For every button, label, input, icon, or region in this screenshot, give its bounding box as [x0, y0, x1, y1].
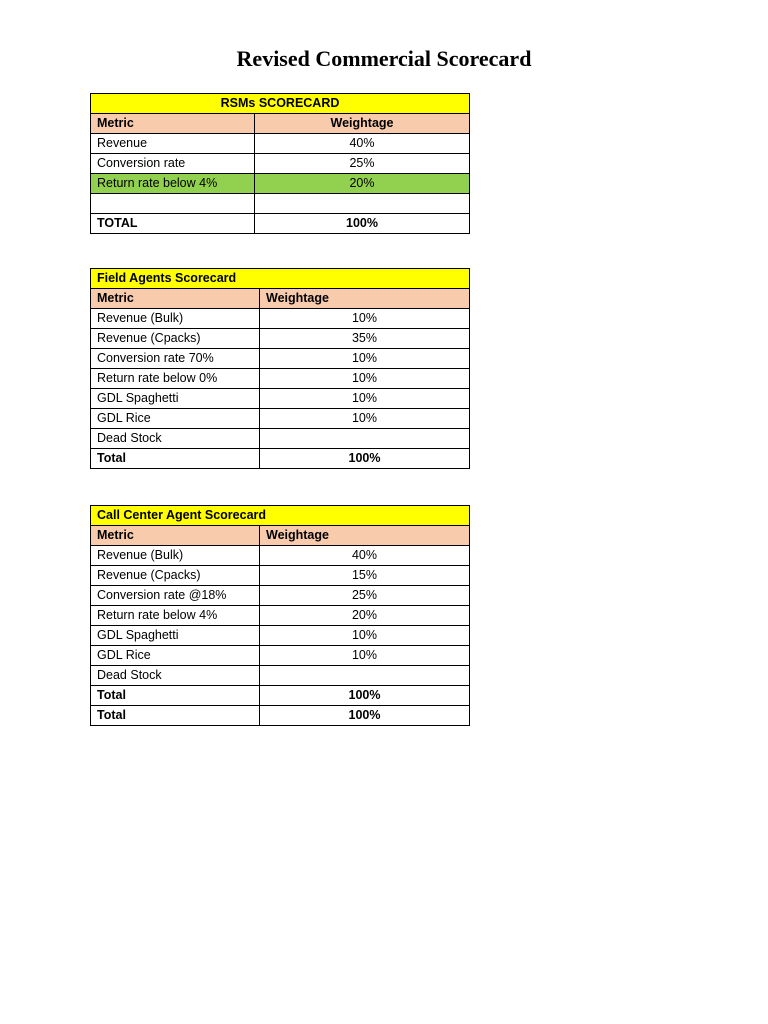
metric-cell: GDL Rice [91, 409, 260, 429]
column-header-weightage: Weightage [260, 526, 470, 546]
metric-cell: GDL Rice [91, 646, 260, 666]
table-row-empty [91, 194, 470, 214]
metric-cell: Conversion rate @18% [91, 586, 260, 606]
table-row [91, 566, 470, 586]
column-header-metric: Metric [91, 526, 260, 546]
weightage-cell: 40% [260, 546, 470, 566]
metric-cell [91, 194, 255, 214]
metric-cell: Conversion rate [91, 154, 255, 174]
column-header-metric: Metric [91, 289, 260, 309]
weightage-cell: 35% [260, 329, 470, 349]
weightage-cell: 100% [260, 449, 470, 469]
total-row [91, 686, 470, 706]
table-row [91, 389, 470, 409]
page-title: Revised Commercial Scorecard [236, 46, 532, 71]
metric-cell: Revenue [91, 134, 255, 154]
field-agents-scorecard-table [90, 268, 470, 469]
metric-cell: Return rate below 0% [91, 369, 260, 389]
metric-cell: Revenue (Cpacks) [91, 329, 260, 349]
metric-cell: Dead Stock [91, 666, 260, 686]
metric-cell: Conversion rate 70% [91, 349, 260, 369]
weightage-cell [255, 194, 470, 214]
table-row [91, 626, 470, 646]
metric-cell: Dead Stock [91, 429, 260, 449]
call-center-agent-scorecard-table [90, 505, 470, 726]
weightage-cell: 10% [260, 646, 470, 666]
table-row [91, 586, 470, 606]
metric-cell: Total [91, 449, 260, 469]
weightage-cell: 20% [255, 174, 470, 194]
table-row [91, 666, 470, 686]
table-row [91, 154, 470, 174]
column-header-metric: Metric [91, 114, 255, 134]
weightage-cell: 100% [260, 686, 470, 706]
rsms-scorecard-table [90, 93, 470, 234]
weightage-cell [260, 429, 470, 449]
table-title: Call Center Agent Scorecard [91, 506, 470, 526]
weightage-cell: 100% [260, 706, 470, 726]
weightage-cell: 20% [260, 606, 470, 626]
weightage-cell: 10% [260, 626, 470, 646]
weightage-cell: 40% [255, 134, 470, 154]
table-row [91, 134, 470, 154]
weightage-cell [260, 666, 470, 686]
table-row [91, 606, 470, 626]
table-row [91, 429, 470, 449]
table-row [91, 349, 470, 369]
metric-cell: Return rate below 4% [91, 174, 255, 194]
column-header-weightage: Weightage [255, 114, 470, 134]
metric-cell: Total [91, 686, 260, 706]
table-title: RSMs SCORECARD [91, 94, 470, 114]
table-row [91, 646, 470, 666]
metric-cell: TOTAL [91, 214, 255, 234]
table-row [91, 329, 470, 349]
table-row-highlighted [91, 174, 470, 194]
weightage-cell: 10% [260, 349, 470, 369]
metric-cell: Return rate below 4% [91, 606, 260, 626]
metric-cell: Revenue (Cpacks) [91, 566, 260, 586]
total-row [91, 214, 470, 234]
weightage-cell: 10% [260, 369, 470, 389]
total-row [91, 706, 470, 726]
metric-cell: GDL Spaghetti [91, 389, 260, 409]
weightage-cell: 25% [260, 586, 470, 606]
table-title: Field Agents Scorecard [91, 269, 470, 289]
weightage-cell: 25% [255, 154, 470, 174]
metric-cell: Total [91, 706, 260, 726]
metric-cell: GDL Spaghetti [91, 626, 260, 646]
weightage-cell: 10% [260, 409, 470, 429]
table-row [91, 369, 470, 389]
total-row [91, 449, 470, 469]
weightage-cell: 10% [260, 389, 470, 409]
table-row [91, 546, 470, 566]
table-row [91, 409, 470, 429]
column-header-weightage: Weightage [260, 289, 470, 309]
weightage-cell: 15% [260, 566, 470, 586]
weightage-cell: 10% [260, 309, 470, 329]
metric-cell: Revenue (Bulk) [91, 309, 260, 329]
metric-cell: Revenue (Bulk) [91, 546, 260, 566]
table-row [91, 309, 470, 329]
weightage-cell: 100% [255, 214, 470, 234]
